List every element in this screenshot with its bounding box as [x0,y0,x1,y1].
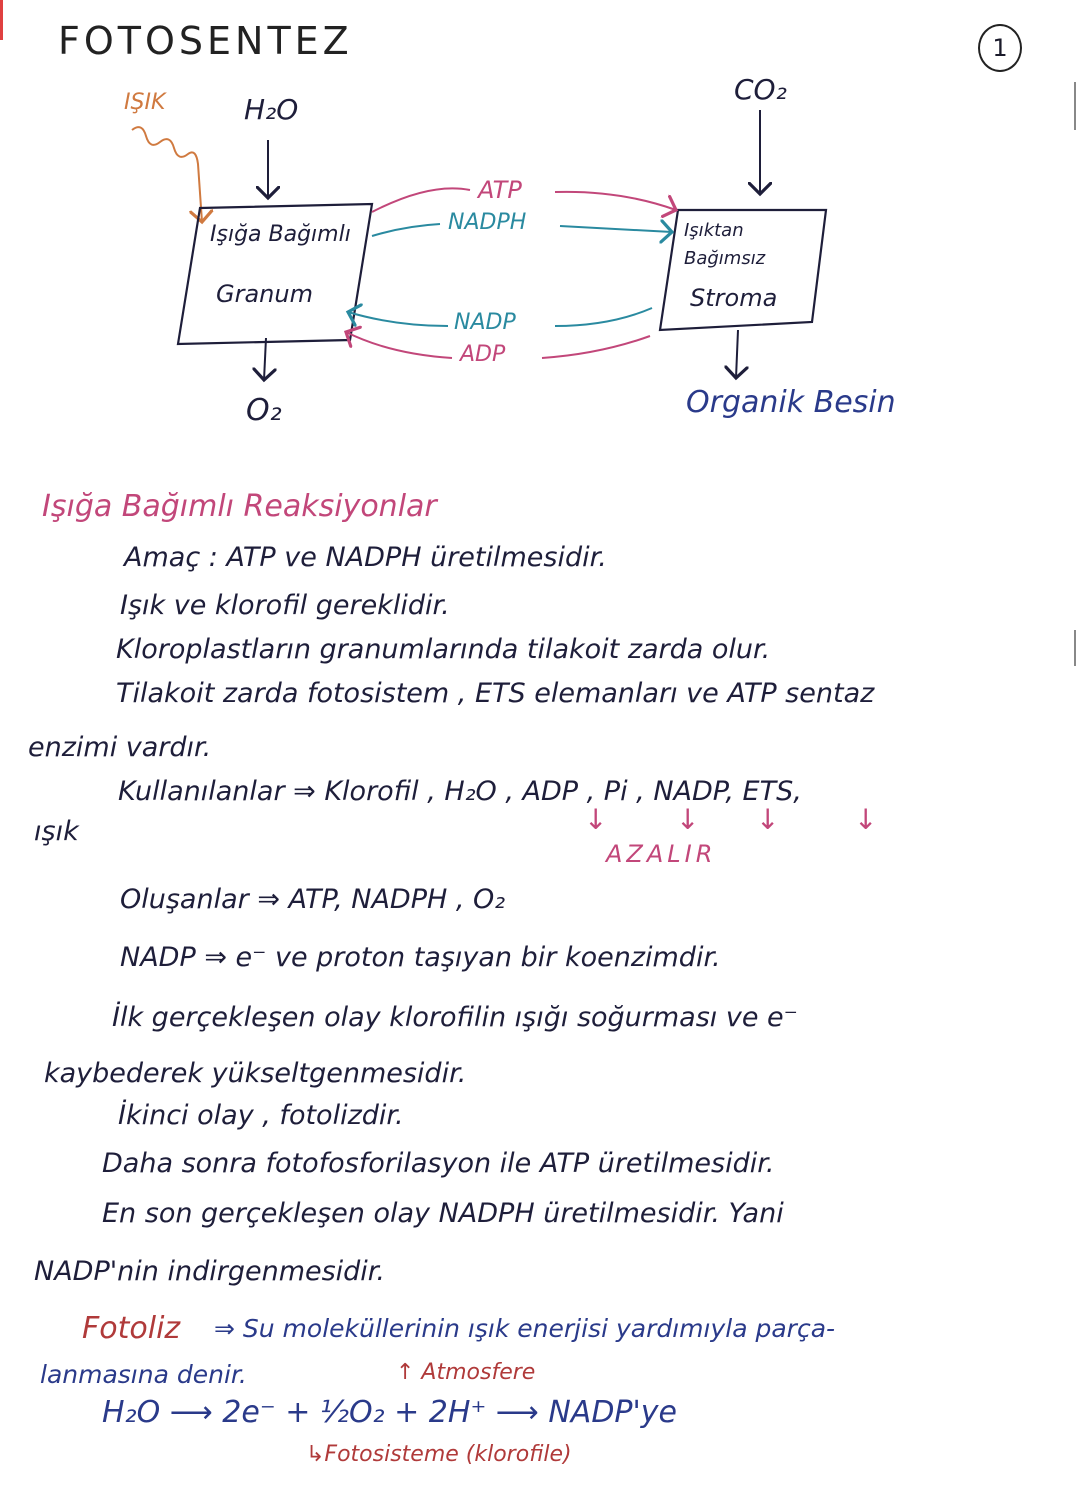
note-line: En son gerçekleşen olay NADPH üretilmesidir. Yani [102,1198,784,1229]
note-line: Tilakoit zarda fotosistem , ETS elemanları ve ATP sentaz [116,678,875,709]
o2-arrow [264,338,266,380]
light-label: IŞIK [124,90,166,115]
light-wave-arrow [132,127,202,222]
note-line: Kullanılanlar ⇒ Klorofil , H₂O , ADP , Pi , NADP, ETS, [118,776,802,807]
note-line: Daha sonra fotofosforilasyon ile ATP üretilmesidir. [102,1148,775,1179]
note-line: Işık ve klorofil gereklidir. [120,590,450,621]
atmosphere-label: ↑ Atmosfere [396,1360,536,1385]
water-label: H₂O [244,93,299,126]
azalir-label: AZALIR [606,840,717,868]
decrease-arrow: ↓ [756,803,780,836]
note-line: Oluşanlar ⇒ ATP, NADPH , O₂ [120,884,506,915]
decrease-arrow: ↓ [584,803,608,836]
fotoliz-definition: ⇒ Su moleküllerinin ışık enerjisi yardımıyla parça- [214,1314,836,1343]
note-line: NADP'nin indirgenmesidir. [34,1256,386,1287]
margin-mark [1074,630,1076,666]
photosynthesis-diagram [0,0,1080,470]
adp-label: ADP [460,342,506,367]
right-box-line1: Işıktan [684,220,744,241]
nadp-label: NADP [454,310,516,335]
note-line: kaybederek yükseltgenmesidir. [44,1058,467,1089]
right-box-line3: Stroma [690,284,778,312]
o2-label: O₂ [246,393,282,428]
note-line: Kloroplastların granumlarında tilakoit zarda olur. [116,634,771,665]
product-arrow [736,330,738,378]
page-title: FOTOSENTEZ [58,19,353,63]
right-box-line2: Bağımsız [684,248,766,269]
product-label: Organik Besin [686,385,896,420]
note-line: Amaç : ATP ve NADPH üretilmesidir. [124,542,607,573]
section-heading: Işığa Bağımlı Reaksiyonlar [42,489,437,524]
nadph-label: NADPH [448,210,527,235]
note-line: ışık [34,816,79,847]
page-number: 1 [978,24,1022,72]
fotoliz-title: Fotoliz [82,1311,181,1346]
co2-label: CO₂ [734,73,787,106]
decrease-arrow: ↓ [854,803,878,836]
note-line: NADP ⇒ e⁻ ve proton taşıyan bir koenzimdir. [120,942,721,973]
left-box-line2: Granum [216,280,313,308]
photolysis-equation: H₂O ⟶ 2e⁻ + ½O₂ + 2H⁺ ⟶ NADP'ye [102,1395,677,1430]
note-line: İkinci olay , fotolizdir. [118,1100,404,1131]
note-line: enzimi vardır. [28,732,212,763]
note-line: İlk gerçekleşen olay klorofilin ışığı soğurması ve e⁻ [112,1002,798,1033]
photosystem-label: ↳Fotosisteme (klorofile) [306,1442,572,1467]
fotoliz-definition: lanmasına denir. [40,1360,247,1389]
atp-label: ATP [478,176,522,204]
decrease-arrow: ↓ [676,803,700,836]
left-box-line1: Işığa Bağımlı [210,222,351,247]
atp-arrow [372,188,676,212]
